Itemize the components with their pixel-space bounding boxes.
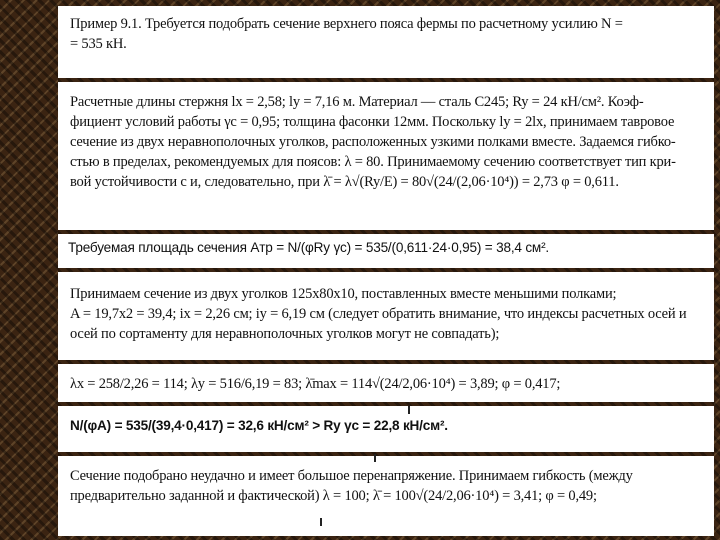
scan-mark [374,454,376,462]
formula-line: N/(φA) = 535/(39,4·0,417) = 32,6 кН/см² > Ry γc = 22,8 кН/см². [70,418,448,433]
formula-line: λx = 258/2,26 = 114; λy = 516/6,19 = 83; λ̄max = 114√(24/2,06·10⁴) = 3,89; φ = 0,417; [70,376,561,392]
divider [58,452,714,456]
divider [58,230,714,234]
text-line: Расчетные длины стержня lx = 2,58; ly = 7,16 м. Материал — сталь С245; Ry = 24 кН/см². Коэф- [70,94,644,110]
text-line: фициент условий работы γc = 0,95; толщина фасонки 12мм. Поскольку ly = 2lx, принимаем тавровое [70,114,675,130]
section-selection-block [70,284,700,344]
divider [58,268,714,272]
formula-line: Требуемая площадь сечения Aтр = N/(φRy γc) = 535/(0,611·24·0,95) = 38,4 см². [68,240,549,255]
slenderness-formula [70,374,700,394]
divider [58,402,714,406]
text-line: Пример 9.1. Требуется подобрать сечение верхнего пояса фермы по расчетному усилию N = [70,16,623,32]
required-area-formula [68,238,708,258]
stress-check-formula [70,416,700,436]
divider [58,360,714,364]
scan-mark [320,518,322,526]
text-line: = 535 кН. [70,36,127,52]
text-line: вой устойчивости с и, следовательно, при λ̄ = λ√(Ry/E) = 80√(24/(2,06·10⁴)) = 2,73 φ = 0,611. [70,174,619,190]
divider [58,78,714,82]
text-line: A = 19,7х2 = 39,4; ix = 2,26 см; iy = 6,19 см (следует обратить внимание, что индексы расчетных осей и [70,306,687,322]
scan-mark [408,406,410,414]
text-line: сечение из двух неравнополочных уголков, расположенных узкими полками вместе. Задаемся гибко- [70,134,676,150]
calculation-lengths-block [70,92,700,192]
example-heading-block [70,14,700,54]
text-line: Принимаем сечение из двух уголков 125х80х10, поставленных вместе меньшими полками; [70,286,617,302]
slide-page [58,6,714,536]
text-line: осей по сортаменту для неравнополочных уголков могут не совпадать); [70,326,500,342]
text-line: предварительно заданной и фактической) λ = 100; λ̄ = 100√(24/2,06·10⁴) = 3,41; φ = 0,49; [70,488,597,504]
conclusion-block [70,466,700,506]
text-line: Сечение подобрано неудачно и имеет большое перенапряжение. Принимаем гибкость (между [70,468,633,484]
text-line: стью в пределах, рекомендуемых для поясов: λ = 80. Принимаемому сечению соответствует тип кри- [70,154,676,170]
